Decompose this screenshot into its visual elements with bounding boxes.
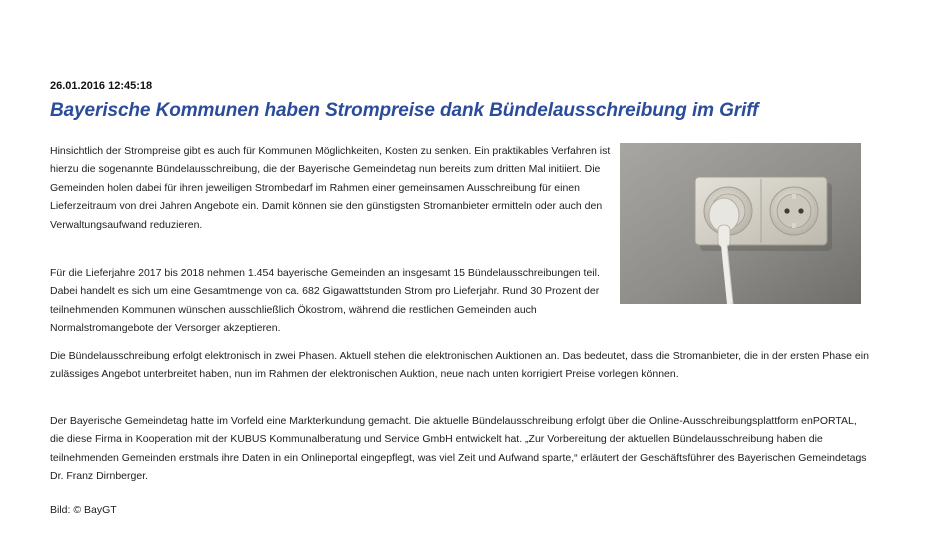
article-timestamp: 26.01.2016 12:45:18	[50, 80, 153, 92]
article-photo-wall-socket	[620, 143, 861, 304]
image-credit: Bild: © BayGT	[50, 504, 117, 516]
wall-socket-image	[620, 143, 861, 304]
article-paragraph-4: Der Bayerische Gemeindetag hatte im Vorfeld eine Markterkundung gemacht. Die aktuelle Bündelausschreibung erfolgt über die Online-Ausschreibungsplattform enPORTAL, die diese Firma in Kooperation mit der KUBUS Kommunalberatung und Service GmbH entwickelt hat. „Zur Vorbereitung der aktuellen Bündelausschreibung haben die teilnehmenden Gemeinden erstmals ihre Daten in ein Onlineportal eingepflegt, was viel Zeit und Aufwand sparte,“ erläutert der Geschäftsführer des Bayerischen Gemeindetags Dr. Franz Dirnberger.	[50, 415, 867, 483]
article-title: Bayerische Kommunen haben Strompreise dank Bündelausschreibung im Griff	[50, 100, 759, 121]
article-paragraph-3: Die Bündelausschreibung erfolgt elektronisch in zwei Phasen. Aktuell stehen die elektronischen Auktionen an. Das bedeutet, dass die Stromanbieter, die in der ersten Phase ein zulässiges Angebot unterbreitet haben, nun im Rahmen der elektronischen Auktion, neue nach unten korrigiert Preise vorlegen können.	[50, 350, 869, 381]
article-paragraph-2: Für die Lieferjahre 2017 bis 2018 nehmen 1.454 bayerische Gemeinden an insgesamt 15 Bündelausschreibungen teil. Dabei handelt es sich um eine Gesamtmenge von ca. 682 Gigawattstunden Strom pro Lieferjahr. Rund 30 Prozent der teilnehmenden Kommunen wünschen ausschließlich Ökostrom, während die restlichen Gemeinden auch Normalstromangebote der Versorger akzeptieren.	[50, 267, 600, 335]
article-paragraph-1: Hinsichtlich der Strompreise gibt es auch für Kommunen Möglichkeiten, Kosten zu senken. Ein praktikables Verfahren ist hierzu die sogenannte Bündelausschreibung, die der Bayerische Gemeindetag nun bereits zum dritten Mal initiiert. Die Gemeinden holen dabei für ihren jeweiligen Strombedarf im Rahmen einer gemeinsamen Ausschreibung für einen Lieferzeitraum von drei Jahren Angebote ein. Damit können sie den günstigsten Stromanbieter ermitteln oder auch den Verwaltungsaufwand reduzieren.	[50, 145, 611, 231]
